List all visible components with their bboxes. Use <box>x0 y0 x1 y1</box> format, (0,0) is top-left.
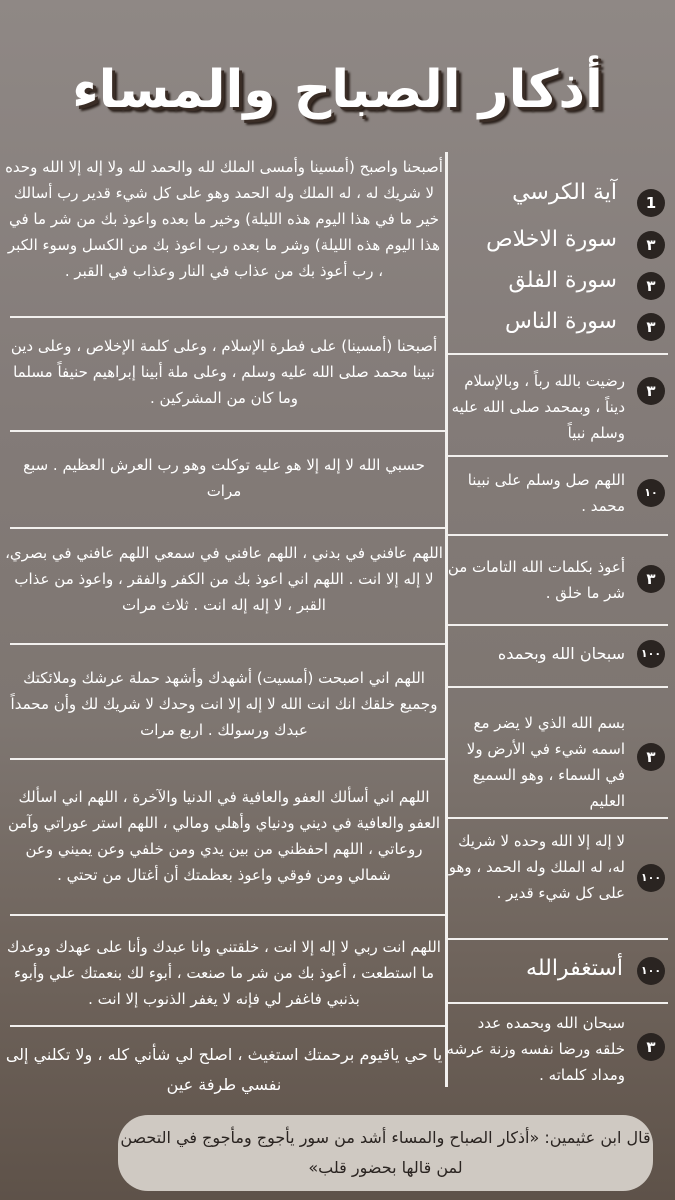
dhikr-block-6: اللهم اني أسألك العفو والعافية في الدنيا والآخرة ، اللهم اني اسألك العفو والعافية في ديني ودنياي وأهلي ومالي ، اللهم استر عوراتي وآمن روعاتي ، اللهم احفظني من بين يدي ومن خلفي وعن يميني وعن شمالي ومن فوقي واعوذ بعظمتك أن أغتال من تحتي . <box>7 788 441 884</box>
right-divider <box>446 686 668 688</box>
count-badge: 1 <box>637 189 665 217</box>
right-divider <box>446 534 668 536</box>
count-badge: ٣ <box>637 231 665 259</box>
count-badge: ٣ <box>637 1033 665 1061</box>
vertical-divider <box>445 152 448 1087</box>
right-divider <box>446 624 668 626</box>
dhikr-short: بسم الله الذي لا يضر مع اسمه شيء في الأرض ولا في السماء ، وهو السميع العليم <box>466 714 625 810</box>
count-badge: ٣ <box>637 313 665 341</box>
surah-item: سورة الفلق <box>508 268 617 293</box>
dhikr-short: سبحان الله وبحمده عدد خلقه ورضا نفسه وزنة عرشه ومداد كلماته . <box>446 1014 625 1084</box>
surah-item: سورة الاخلاص <box>486 227 617 252</box>
count-badge: ١٠٠ <box>637 957 665 985</box>
left-divider <box>10 1025 448 1027</box>
right-divider <box>446 353 668 355</box>
left-divider <box>10 758 448 760</box>
count-badge: ٣ <box>637 565 665 593</box>
left-divider <box>10 527 448 529</box>
dhikr-block-7: اللهم انت ربي لا إله إلا انت ، خلقتني وانا عبدك وأنا على عهدك ووعدك ما استطعت ، أعوذ بك من شر ما صنعت ، أبوء لك بنعمتك علي وأبوء بذنبي فاغفر لي فإنه لا يغفر الذنوب إلا انت . <box>7 938 441 1008</box>
dhikr-short: أستغفرالله <box>526 956 623 981</box>
dhikr-block-4: اللهم عافني في بدني ، اللهم عافني في سمعي اللهم عافني في بصري، لا إله إلا انت . اللهم اني اعوذ بك من الكفر والفقر ، واعوذ من عذاب القبر ، لا إله إله انت . ثلاث مرات <box>5 544 443 614</box>
left-divider <box>10 914 448 916</box>
left-divider <box>10 316 448 318</box>
dhikr-short: اللهم صل وسلم على نبينا محمد . <box>467 471 625 515</box>
quote-box: قال ابن عثيمين: «أذكار الصباح والمساء أشد من سور يأجوج ومأجوج في التحصن لمن قالها بحضور قلب» <box>118 1115 653 1191</box>
surah-item: سورة الناس <box>505 309 617 334</box>
right-divider <box>446 1002 668 1004</box>
count-badge: ٣ <box>637 743 665 771</box>
left-divider <box>10 643 448 645</box>
count-badge: ٣ <box>637 377 665 405</box>
dhikr-short: أعوذ بكلمات الله التامات من شر ما خلق . <box>447 558 625 602</box>
dhikr-block-1: أصبحنا واصبح (أمسينا وأمسى الملك لله والحمد لله ولا إله إلا الله وحده لا شريك له ، له الملك وله الحمد وهو على كل شيء قدير رب أسالك خير ما في هذا اليوم هذه الليلة) وخير ما بعده واعوذ بك من شر ما في هذا اليوم هذه الليلة) وشر ما بعده رب اعوذ بك من الكسل وسوء الكبر ، رب أعوذ بك من عذاب في النار وعذاب في القبر . <box>5 158 443 280</box>
left-divider <box>10 430 448 432</box>
count-badge: ١٠٠ <box>637 640 665 668</box>
dhikr-block-2: أصبحنا (أمسينا) على فطرة الإسلام ، وعلى كلمة الإخلاص ، وعلى دين نبينا محمد صلى الله عليه وسلم ، وعلى ملة أبينا إبراهيم حنيفاً مسلما وما كان من المشركين . <box>10 337 438 407</box>
dhikr-block-3: حسبي الله لا إله إلا هو عليه توكلت وهو رب العرش العظيم . سبع مرات <box>23 456 425 500</box>
right-divider <box>446 455 668 457</box>
page-title: أذكار الصباح والمساء <box>72 60 603 120</box>
right-divider <box>446 938 668 940</box>
dhikr-short: لا إله إلا الله وحده لا شريك له، له الملك وله الحمد ، وهو على كل شيء قدير . <box>448 832 625 902</box>
right-divider <box>446 817 668 819</box>
surah-item: آية الكرسي <box>512 180 617 205</box>
dhikr-block-5: اللهم اني اصبحت (أمسيت) أشهدك وأشهد حملة عرشك وملائكتك وجميع خلقك انك انت الله لا إله إلا انت وحدك لا شريك لك وأن محمداً عبدك ورسولك . اربع مرات <box>10 669 438 739</box>
dhikr-short: سبحان الله وبحمده <box>497 644 625 663</box>
dhikr-short: رضيت بالله رباً ، وبالإسلام ديناً ، وبمحمد صلى الله عليه وسلم نبياً <box>451 372 625 442</box>
count-badge: ١٠٠ <box>637 864 665 892</box>
dhikr-block-8: يا حي ياقيوم برحمتك استغيث ، اصلح لي شأني كله ، ولا تكلني إلى نفسي طرفة عين <box>5 1045 443 1094</box>
count-badge: ٣ <box>637 272 665 300</box>
count-badge: ١٠ <box>637 479 665 507</box>
